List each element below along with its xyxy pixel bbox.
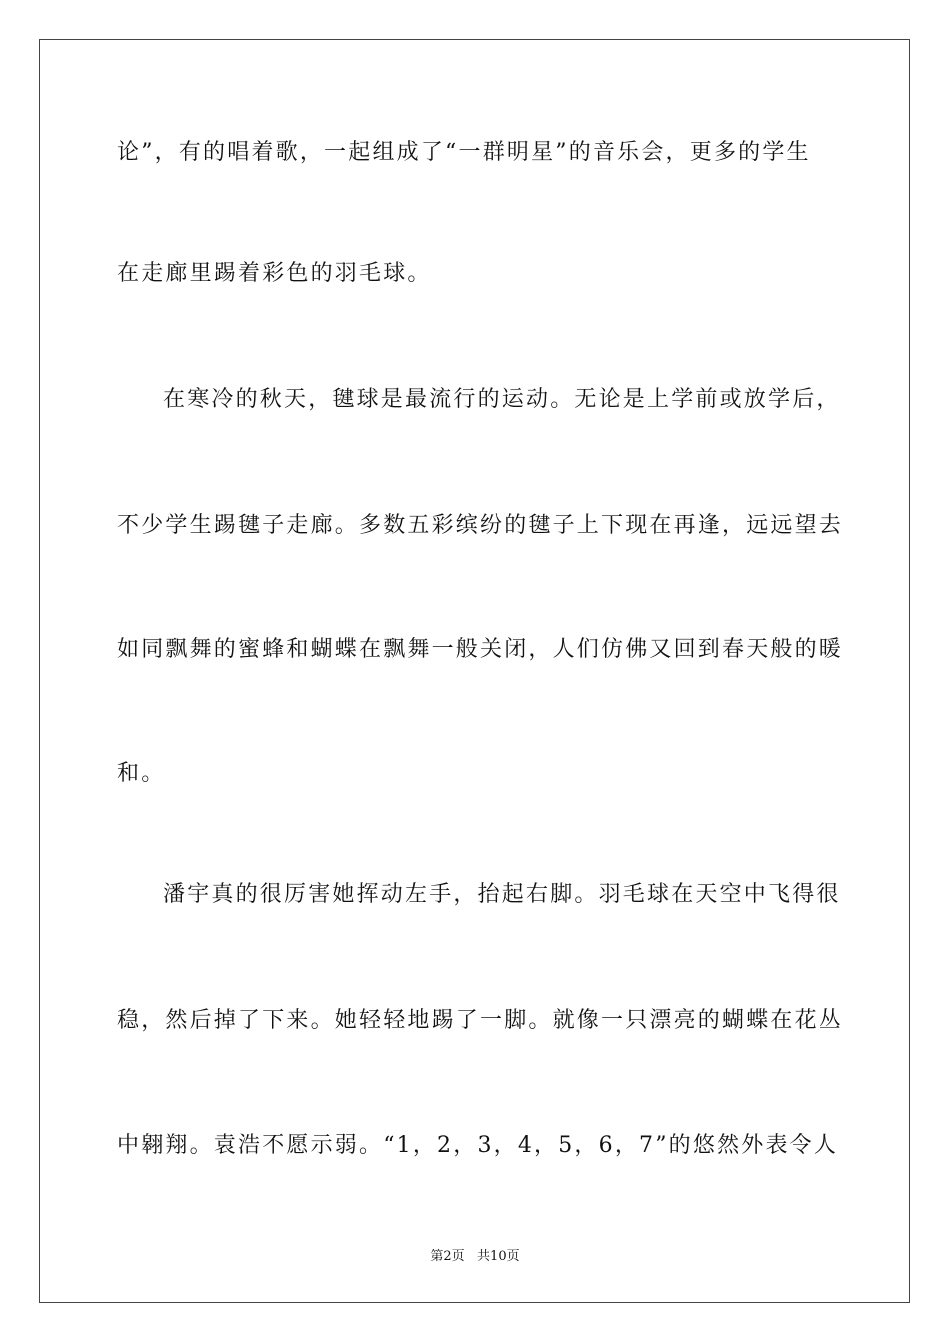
- text-line-1: 论”，有的唱着歌，一起组成了“一群明星”的音乐会，更多的学生: [117, 140, 811, 165]
- page-border: [39, 39, 910, 1303]
- text-line-3: 在寒冷的秋天，毽球是最流行的运动。无论是上学前或放学后，: [163, 387, 841, 412]
- text-line-2: 在走廊里踢着彩色的羽毛球。: [117, 261, 432, 286]
- page-number-footer: 第2页 共10页: [430, 1249, 520, 1264]
- text-line-7: 潘宇真的很厉害她挥动左手，抬起右脚。羽毛球在天空中飞得很: [163, 882, 841, 907]
- text-line-5: 如同飘舞的蜜蜂和蝴蝶在飘舞一般关闭，人们仿佛又回到春天般的暖: [117, 637, 844, 662]
- text-line-8: 稳，然后掉了下来。她轻轻地踢了一脚。就像一只漂亮的蝴蝶在花丛: [117, 1008, 844, 1033]
- text-line-9: 中翱翔。袁浩不愿示弱。“1，2，3，4，5，6，7”的悠然外表令人: [117, 1133, 839, 1158]
- text-line-4: 不少学生踢毽子走廊。多数五彩缤纷的毽子上下现在再逢，远远望去: [117, 513, 844, 538]
- text-line-6: 和。: [117, 761, 166, 786]
